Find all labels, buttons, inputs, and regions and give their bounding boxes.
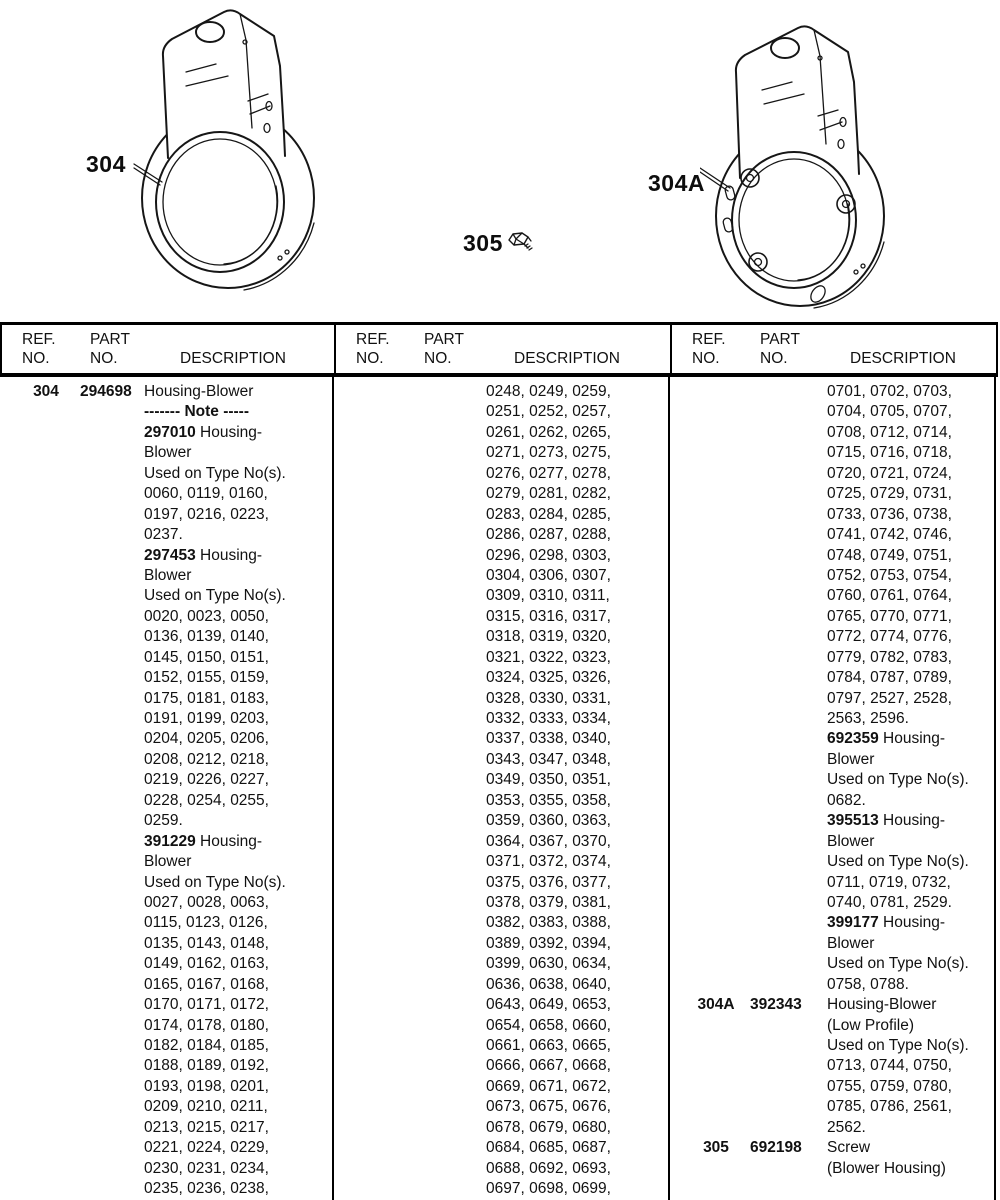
- part-line: [334, 913, 668, 933]
- part-line: [0, 627, 332, 647]
- description-text: 0715, 0716, 0718,: [827, 444, 952, 462]
- description-text: 0321, 0322, 0323,: [486, 648, 611, 666]
- ref-no-header: REF. NO.: [22, 331, 56, 367]
- part-line: [670, 729, 994, 749]
- part-line: [334, 1056, 668, 1076]
- description-header: DESCRIPTION: [850, 350, 956, 367]
- part-line: [334, 791, 668, 811]
- part-line: [0, 1016, 332, 1036]
- part-line: [0, 1179, 332, 1199]
- description-text: 0673, 0675, 0676,: [486, 1098, 611, 1116]
- description-text: 0182, 0184, 0185,: [144, 1037, 269, 1054]
- description-text: 0682.: [827, 791, 866, 809]
- description-text: 0328, 0330, 0331,: [486, 689, 611, 707]
- description-text: 0654, 0658, 0660,: [486, 1016, 611, 1034]
- description-text: 2562.: [827, 1118, 866, 1136]
- description-text: 0684, 0685, 0687,: [486, 1139, 611, 1157]
- part-line: [334, 505, 668, 525]
- description-text: 0636, 0638, 0640,: [486, 975, 611, 993]
- part-line: [670, 1036, 994, 1056]
- description-text: Used on Type No(s).: [827, 955, 969, 973]
- description-text: 0349, 0350, 0351,: [486, 771, 611, 789]
- part-line: [334, 832, 668, 852]
- part-line: [670, 709, 994, 729]
- description-text: 399177 Housing-: [827, 914, 946, 932]
- description-text: 0760, 0761, 0764,: [827, 587, 952, 605]
- description-text: 0276, 0277, 0278,: [486, 464, 611, 482]
- description-text: (Blower Housing): [827, 1159, 946, 1177]
- description-text: Used on Type No(s).: [144, 464, 286, 482]
- part-line: [334, 750, 668, 770]
- part-line: [334, 852, 668, 872]
- description-text: 0304, 0306, 0307,: [486, 566, 611, 584]
- part-line: [334, 546, 668, 566]
- description-text: 0758, 0788.: [827, 975, 909, 993]
- part-line: [670, 954, 994, 974]
- description-text: 0704, 0705, 0707,: [827, 403, 952, 421]
- description-text: 0708, 0712, 0714,: [827, 423, 952, 441]
- part-line: [670, 893, 994, 913]
- description-text: Blower: [827, 750, 875, 768]
- part-line: [334, 402, 668, 422]
- description-text: 0191, 0199, 0203,: [144, 710, 269, 727]
- part-line: [0, 464, 332, 484]
- description-text: 0343, 0347, 0348,: [486, 750, 611, 768]
- description-text: 0740, 0781, 2529.: [827, 893, 952, 911]
- description-text: Housing-Blower: [827, 996, 937, 1014]
- part-line: [334, 770, 668, 790]
- part-line: [0, 873, 332, 893]
- description-text: 0371, 0372, 0374,: [486, 853, 611, 871]
- part-line: [670, 1077, 994, 1097]
- description-text: 0701, 0702, 0703,: [827, 383, 952, 400]
- part-line: [670, 586, 994, 606]
- description-text: 0060, 0119, 0160,: [144, 485, 268, 503]
- description-text: 0741, 0742, 0746,: [827, 526, 952, 544]
- description-text: 0174, 0178, 0180,: [144, 1016, 269, 1034]
- part-line: [670, 423, 994, 443]
- part-line: [0, 402, 332, 422]
- part-line: [334, 995, 668, 1015]
- ref-no: 305: [703, 1139, 729, 1157]
- part-line: [334, 975, 668, 995]
- part-line: [334, 464, 668, 484]
- description-text: 0324, 0325, 0326,: [486, 669, 611, 687]
- description-text: 0170, 0171, 0172,: [144, 996, 269, 1014]
- description-text: 0197, 0216, 0223,: [144, 505, 269, 523]
- description-text: 297453 Housing-: [144, 546, 263, 564]
- parts-table: [0, 322, 998, 1200]
- description-text: 0720, 0721, 0724,: [827, 464, 952, 482]
- description-text: 0666, 0667, 0668,: [486, 1057, 611, 1075]
- description-text: Used on Type No(s).: [827, 1037, 969, 1054]
- part-no-header: PART NO.: [760, 331, 800, 367]
- part-line: [0, 729, 332, 749]
- part-line: [334, 382, 668, 402]
- part-line: [334, 1138, 668, 1158]
- part-line: [0, 505, 332, 525]
- part-line: [334, 1118, 668, 1138]
- part-line: [670, 1159, 994, 1179]
- part-line: [0, 423, 332, 443]
- description-text: 0213, 0215, 0217,: [144, 1118, 269, 1136]
- part-line: [0, 648, 332, 668]
- part-line: [670, 505, 994, 525]
- part-line: [334, 1097, 668, 1117]
- part-line: [670, 484, 994, 504]
- description-text: 0748, 0749, 0751,: [827, 546, 952, 564]
- description-text: 0772, 0774, 0776,: [827, 628, 952, 646]
- part-line: [670, 689, 994, 709]
- blower-housing-304a-drawing: [700, 20, 892, 314]
- description-text: 0318, 0319, 0320,: [486, 628, 611, 646]
- part-line: [670, 913, 994, 933]
- part-line: [670, 1016, 994, 1036]
- part-line: [670, 402, 994, 422]
- part-line: [670, 975, 994, 995]
- part-line: [670, 873, 994, 893]
- part-line: [0, 566, 332, 586]
- description-text: 0697, 0698, 0699,: [486, 1180, 611, 1198]
- table-header-row: [0, 325, 998, 377]
- part-line: [670, 668, 994, 688]
- description-text: Blower: [827, 934, 875, 952]
- part-no-header: PART NO.: [90, 331, 130, 367]
- description-text: Used on Type No(s).: [144, 587, 286, 605]
- part-line: [0, 750, 332, 770]
- part-line: [334, 423, 668, 443]
- part-line: [0, 586, 332, 606]
- description-text: 0261, 0262, 0265,: [486, 423, 611, 441]
- description-text: 0283, 0284, 0285,: [486, 505, 611, 523]
- description-text: 0755, 0759, 0780,: [827, 1077, 952, 1095]
- part-line: [334, 484, 668, 504]
- part-line: [334, 1179, 668, 1199]
- part-line: [0, 689, 332, 709]
- description-text: ------- Note -----: [144, 403, 249, 421]
- description-text: 0027, 0028, 0063,: [144, 893, 269, 911]
- description-text: 0359, 0360, 0363,: [486, 812, 611, 830]
- part-line: [0, 709, 332, 729]
- ref-no-header: REF. NO.: [692, 331, 726, 367]
- part-line: [334, 607, 668, 627]
- description-text: 391229 Housing-: [144, 832, 263, 850]
- part-line: [670, 852, 994, 872]
- description-text: 0643, 0649, 0653,: [486, 996, 611, 1014]
- part-line: [334, 729, 668, 749]
- part-line: [670, 1138, 994, 1158]
- description-text: 0765, 0770, 0771,: [827, 607, 952, 625]
- ref-no: 304: [33, 383, 59, 400]
- part-line: [0, 1118, 332, 1138]
- parts-column-3: [670, 377, 996, 1200]
- part-line: [334, 668, 668, 688]
- part-line: [670, 1056, 994, 1076]
- part-line: [334, 1159, 668, 1179]
- part-line: [670, 443, 994, 463]
- part-line: [670, 832, 994, 852]
- description-text: 0309, 0310, 0311,: [486, 587, 610, 605]
- description-text: 0711, 0719, 0732,: [827, 873, 951, 891]
- part-label-305: 305: [463, 230, 503, 256]
- part-line: [334, 689, 668, 709]
- part-line: [670, 525, 994, 545]
- part-line: [670, 382, 994, 402]
- description-text: 0115, 0123, 0126,: [144, 914, 268, 932]
- part-line: [334, 873, 668, 893]
- description-text: 395513 Housing-: [827, 812, 946, 830]
- description-text: 0286, 0287, 0288,: [486, 526, 611, 544]
- header-cell: [2, 325, 336, 373]
- part-line: [670, 811, 994, 831]
- part-line: [0, 525, 332, 545]
- part-line: [0, 811, 332, 831]
- part-line: [0, 934, 332, 954]
- table-body: [0, 377, 998, 1200]
- description-header: DESCRIPTION: [180, 350, 286, 367]
- part-line: [0, 954, 332, 974]
- description-header: DESCRIPTION: [514, 350, 620, 367]
- part-line: [0, 484, 332, 504]
- description-text: Screw: [827, 1139, 871, 1157]
- description-text: Housing-Blower: [144, 383, 254, 400]
- screw-305-drawing: [506, 231, 534, 255]
- description-text: 0235, 0236, 0238,: [144, 1180, 269, 1198]
- description-text: 0669, 0671, 0672,: [486, 1077, 611, 1095]
- ref-no: 304A: [697, 996, 735, 1014]
- ref-no-header: REF. NO.: [356, 331, 390, 367]
- part-line: [0, 995, 332, 1015]
- description-text: 0271, 0273, 0275,: [486, 444, 611, 462]
- description-text: 0165, 0167, 0168,: [144, 975, 269, 993]
- description-text: 0175, 0181, 0183,: [144, 689, 269, 707]
- part-line: [670, 750, 994, 770]
- description-text: 0209, 0210, 0211,: [144, 1098, 268, 1116]
- description-text: 0688, 0692, 0693,: [486, 1159, 611, 1177]
- description-text: 2563, 2596.: [827, 710, 909, 727]
- part-line: [0, 382, 332, 402]
- part-no: 692198: [750, 1139, 802, 1157]
- part-line: [670, 607, 994, 627]
- header-cell: [672, 325, 998, 373]
- description-text: 0752, 0753, 0754,: [827, 566, 952, 584]
- part-no-header: PART NO.: [424, 331, 464, 367]
- part-line: [0, 546, 332, 566]
- description-text: 0337, 0338, 0340,: [486, 730, 611, 748]
- part-line: [334, 954, 668, 974]
- part-line: [670, 546, 994, 566]
- part-line: [0, 791, 332, 811]
- description-text: 0219, 0226, 0227,: [144, 771, 269, 789]
- part-line: [334, 586, 668, 606]
- part-line: [334, 648, 668, 668]
- description-text: 0237.: [144, 526, 183, 544]
- part-line: [0, 607, 332, 627]
- description-text: 0353, 0355, 0358,: [486, 791, 611, 809]
- part-line: [334, 1077, 668, 1097]
- header-cell: [336, 325, 672, 373]
- description-text: 0020, 0023, 0050,: [144, 607, 269, 625]
- description-text: 0188, 0189, 0192,: [144, 1057, 269, 1075]
- parts-column-1: [0, 377, 334, 1200]
- description-text: 0661, 0663, 0665,: [486, 1037, 611, 1054]
- description-text: 0279, 0281, 0282,: [486, 485, 611, 503]
- part-line: [670, 934, 994, 954]
- part-line: [670, 770, 994, 790]
- description-text: 0315, 0316, 0317,: [486, 607, 611, 625]
- part-line: [334, 525, 668, 545]
- description-text: 0152, 0155, 0159,: [144, 669, 269, 687]
- part-label-304: 304: [86, 151, 126, 177]
- description-text: Used on Type No(s).: [827, 853, 969, 871]
- part-line: [670, 995, 994, 1015]
- description-text: 0145, 0150, 0151,: [144, 648, 269, 666]
- part-line: [334, 566, 668, 586]
- part-line: [0, 770, 332, 790]
- part-line: [334, 443, 668, 463]
- part-line: [0, 668, 332, 688]
- description-text: Blower: [144, 444, 192, 462]
- description-text: 0230, 0231, 0234,: [144, 1159, 269, 1177]
- part-line: [0, 975, 332, 995]
- description-text: 0399, 0630, 0634,: [486, 955, 611, 973]
- description-text: 297010 Housing-: [144, 423, 263, 441]
- part-line: [0, 893, 332, 913]
- description-text: 0259.: [144, 812, 183, 830]
- description-text: 0779, 0782, 0783,: [827, 648, 952, 666]
- description-text: 0713, 0744, 0750,: [827, 1057, 952, 1075]
- description-text: 0389, 0392, 0394,: [486, 934, 611, 952]
- description-text: 0149, 0162, 0163,: [144, 955, 269, 973]
- description-text: 0375, 0376, 0377,: [486, 873, 611, 891]
- description-text: 0382, 0383, 0388,: [486, 914, 611, 932]
- blower-housing-304-drawing: [128, 6, 320, 298]
- description-text: 692359 Housing-: [827, 730, 946, 748]
- description-text: Blower: [827, 832, 875, 850]
- part-line: [0, 832, 332, 852]
- description-text: 0332, 0333, 0334,: [486, 710, 611, 727]
- description-text: 0228, 0254, 0255,: [144, 791, 269, 809]
- diagram-area: [0, 0, 1000, 322]
- part-no: 294698: [80, 383, 132, 400]
- description-text: 0136, 0139, 0140,: [144, 628, 269, 646]
- part-line: [334, 627, 668, 647]
- description-text: Used on Type No(s).: [144, 873, 286, 891]
- part-line: [334, 934, 668, 954]
- description-text: 0248, 0249, 0259,: [486, 383, 611, 400]
- part-line: [334, 811, 668, 831]
- description-text: 0725, 0729, 0731,: [827, 485, 952, 503]
- part-line: [0, 1077, 332, 1097]
- description-text: 0251, 0252, 0257,: [486, 403, 611, 421]
- part-line: [670, 1118, 994, 1138]
- description-text: Blower: [144, 566, 192, 584]
- part-line: [0, 1056, 332, 1076]
- part-line: [670, 566, 994, 586]
- description-text: 0784, 0787, 0789,: [827, 669, 952, 687]
- part-line: [334, 709, 668, 729]
- parts-column-2: [334, 377, 670, 1200]
- description-text: 0733, 0736, 0738,: [827, 505, 952, 523]
- description-text: 0797, 2527, 2528,: [827, 689, 952, 707]
- part-label-304a: 304A: [648, 170, 705, 196]
- part-line: [0, 1138, 332, 1158]
- part-line: [670, 791, 994, 811]
- description-text: 0296, 0298, 0303,: [486, 546, 611, 564]
- description-text: Used on Type No(s).: [827, 771, 969, 789]
- description-text: 0378, 0379, 0381,: [486, 893, 611, 911]
- part-line: [0, 1036, 332, 1056]
- part-line: [670, 648, 994, 668]
- part-line: [0, 443, 332, 463]
- part-line: [670, 464, 994, 484]
- description-text: Blower: [144, 853, 192, 871]
- part-no: 392343: [750, 996, 802, 1014]
- description-text: 0193, 0198, 0201,: [144, 1077, 269, 1095]
- part-line: [670, 1097, 994, 1117]
- part-line: [0, 852, 332, 872]
- part-line: [0, 1159, 332, 1179]
- part-line: [334, 893, 668, 913]
- description-text: 0208, 0212, 0218,: [144, 750, 269, 768]
- part-line: [0, 1097, 332, 1117]
- part-line: [334, 1036, 668, 1056]
- description-text: 0678, 0679, 0680,: [486, 1118, 611, 1136]
- description-text: 0785, 0786, 2561,: [827, 1098, 952, 1116]
- description-text: 0221, 0224, 0229,: [144, 1139, 269, 1157]
- part-line: [334, 1016, 668, 1036]
- part-line: [670, 627, 994, 647]
- part-line: [0, 913, 332, 933]
- description-text: (Low Profile): [827, 1016, 914, 1034]
- description-text: 0364, 0367, 0370,: [486, 832, 611, 850]
- description-text: 0204, 0205, 0206,: [144, 730, 269, 748]
- description-text: 0135, 0143, 0148,: [144, 934, 269, 952]
